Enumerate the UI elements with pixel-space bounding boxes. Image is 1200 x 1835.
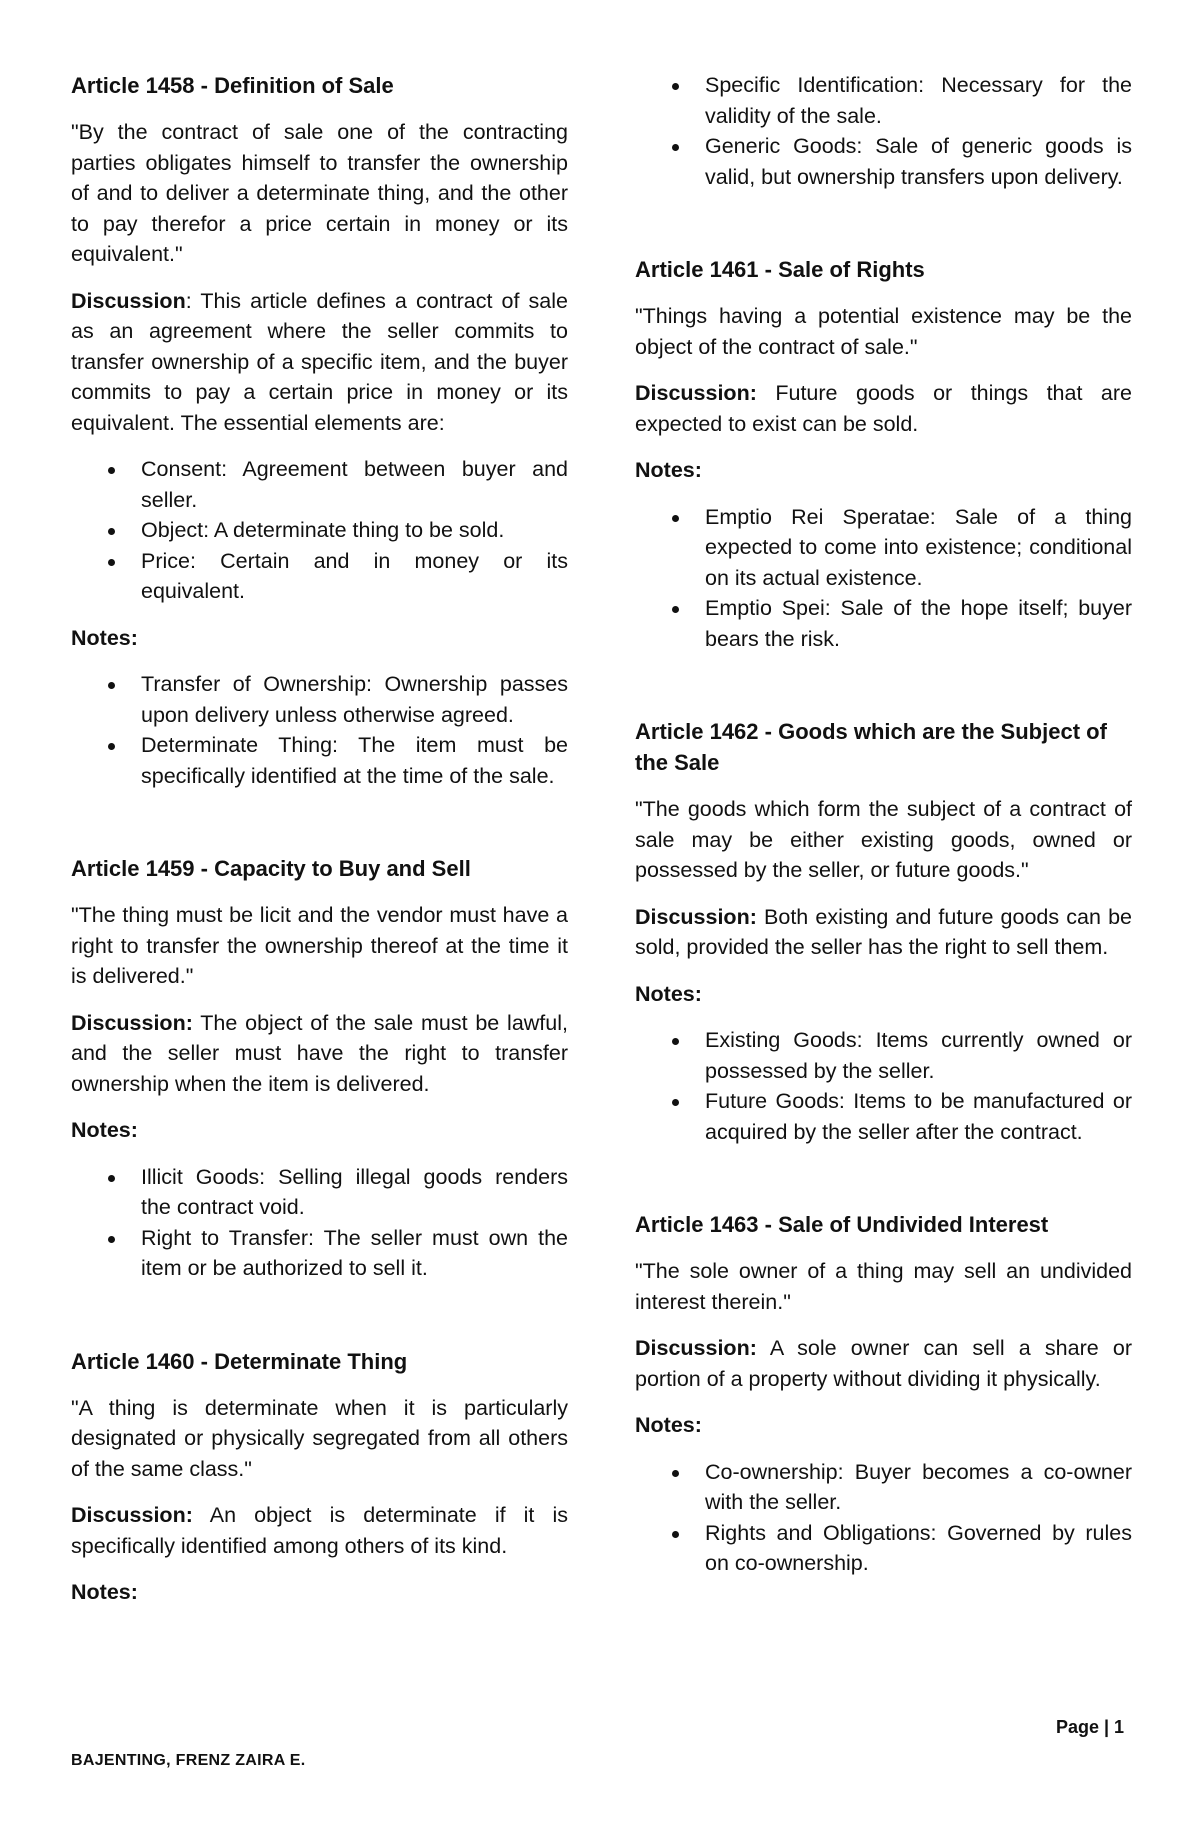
article-1462	[635, 716, 1132, 1147]
list-item: Co-ownership: Buyer becomes a co-owner with the seller.	[705, 1457, 1132, 1518]
list-item: Future Goods: Items to be manufactured or acquired by the seller after the contract.	[705, 1086, 1132, 1147]
discussion-label: Discussion:	[71, 1503, 193, 1527]
notes-label: Notes:	[71, 1580, 138, 1604]
list-item: Consent: Agreement between buyer and seller.	[141, 454, 568, 515]
discussion-text: Future goods or things that are expected to exist can be sold.	[635, 381, 1132, 436]
right-column	[635, 70, 1132, 1595]
list-item: Generic Goods: Sale of generic goods is valid, but ownership transfers upon delivery.	[705, 131, 1132, 192]
article-1460	[71, 1346, 568, 1608]
list-item: Existing Goods: Items currently owned or possessed by the seller.	[705, 1025, 1132, 1086]
discussion-label: Discussion:	[71, 1010, 193, 1035]
article-quote: "A thing is determinate when it is particularly designated or physically segregated from all others of the same class."	[71, 1395, 568, 1481]
article-1463	[635, 1209, 1132, 1579]
notes-list	[71, 1162, 568, 1284]
list-item: Emptio Rei Speratae: Sale of a thing expected to come into existence; conditional on its actual existence.	[705, 502, 1132, 594]
article-quote: "The thing must be licit and the vendor must have a right to transfer the ownership thereof at the time it is delivered."	[71, 903, 568, 988]
article-heading: Article 1460 - Determinate Thing	[71, 1348, 408, 1374]
article-heading: Article 1459 - Capacity to Buy and Sell	[71, 856, 471, 881]
list-item: Price: Certain and in money or its equivalent.	[141, 546, 568, 607]
notes-list-continued	[635, 70, 1132, 192]
notes-list	[635, 502, 1132, 655]
article-heading: Article 1463 - Sale of Undivided Interest	[635, 1212, 1049, 1237]
article-1461	[635, 254, 1132, 654]
list-item: Illicit Goods: Selling illegal goods renders the contract void.	[141, 1162, 568, 1223]
discussion-text: The object of the sale must be lawful, and the seller must have the right to transfer ownership when the item is delivered.	[71, 1010, 568, 1096]
article-discussion	[71, 286, 568, 439]
discussion-label: Discussion	[71, 288, 186, 313]
notes-list	[635, 1025, 1132, 1147]
left-column	[71, 70, 568, 1624]
article-1458	[71, 70, 568, 791]
notes-label: Notes:	[71, 625, 138, 650]
discussion-text: A sole owner can sell a share or portion of a property without dividing it physically.	[635, 1336, 1132, 1391]
article-discussion	[635, 902, 1132, 963]
discussion-text: An object is determinate if it is specifically identified among others of its kind.	[71, 1503, 568, 1558]
article-1459	[71, 853, 568, 1284]
list-item: Transfer of Ownership: Ownership passes upon delivery unless otherwise agreed.	[141, 669, 568, 730]
article-quote: "Things having a potential existence may be the object of the contract of sale."	[635, 304, 1132, 359]
notes-label: Notes:	[71, 1118, 138, 1142]
list-item: Rights and Obligations: Governed by rules on co-ownership.	[705, 1518, 1132, 1579]
article-discussion	[635, 378, 1132, 439]
page-number: Page | 1	[1056, 1717, 1125, 1737]
article-quote: "The sole owner of a thing may sell an undivided interest therein."	[635, 1259, 1132, 1314]
elements-list	[71, 454, 568, 607]
notes-list	[71, 669, 568, 791]
article-heading: Article 1462 - Goods which are the Subject of the Sale	[635, 719, 1107, 775]
discussion-label: Discussion:	[635, 1336, 757, 1360]
list-item: Determinate Thing: The item must be specifically identified at the time of the sale.	[141, 730, 568, 791]
discussion-text: Both existing and future goods can be sold, provided the seller has the right to sell them.	[635, 904, 1132, 959]
article-quote: "By the contract of sale one of the contracting parties obligates himself to transfer the ownership of and to deliver a determinate thing, and the other to pay therefor a price certain in money or its equivalent."	[71, 120, 568, 266]
list-item: Right to Transfer: The seller must own the item or be authorized to sell it.	[141, 1223, 568, 1284]
list-item: Object: A determinate thing to be sold.	[141, 515, 568, 546]
article-heading: Article 1458 - Definition of Sale	[71, 73, 394, 98]
notes-list	[635, 1457, 1132, 1579]
discussion-label: Discussion:	[635, 381, 757, 405]
author-name: BAJENTING, FRENZ ZAIRA E.	[71, 1752, 306, 1769]
discussion-text: : This article defines a contract of sale as an agreement where the seller commits to transfer ownership of a specific item, and the buyer commits to pay a certain price in money or its equivalent. The essential elements are:	[71, 288, 568, 435]
article-discussion	[71, 1500, 568, 1561]
article-discussion	[71, 1008, 568, 1100]
article-quote: "The goods which form the subject of a contract of sale may be either existing goods, owned or possessed by the seller, or future goods."	[635, 797, 1132, 882]
list-item: Specific Identification: Necessary for the validity of the sale.	[705, 70, 1132, 131]
notes-label: Notes:	[635, 1413, 702, 1437]
list-item: Emptio Spei: Sale of the hope itself; buyer bears the risk.	[705, 593, 1132, 654]
notes-label: Notes:	[635, 981, 702, 1006]
discussion-label: Discussion:	[635, 904, 757, 929]
article-discussion	[635, 1333, 1132, 1394]
article-heading: Article 1461 - Sale of Rights	[635, 257, 925, 282]
notes-label: Notes:	[635, 458, 702, 482]
